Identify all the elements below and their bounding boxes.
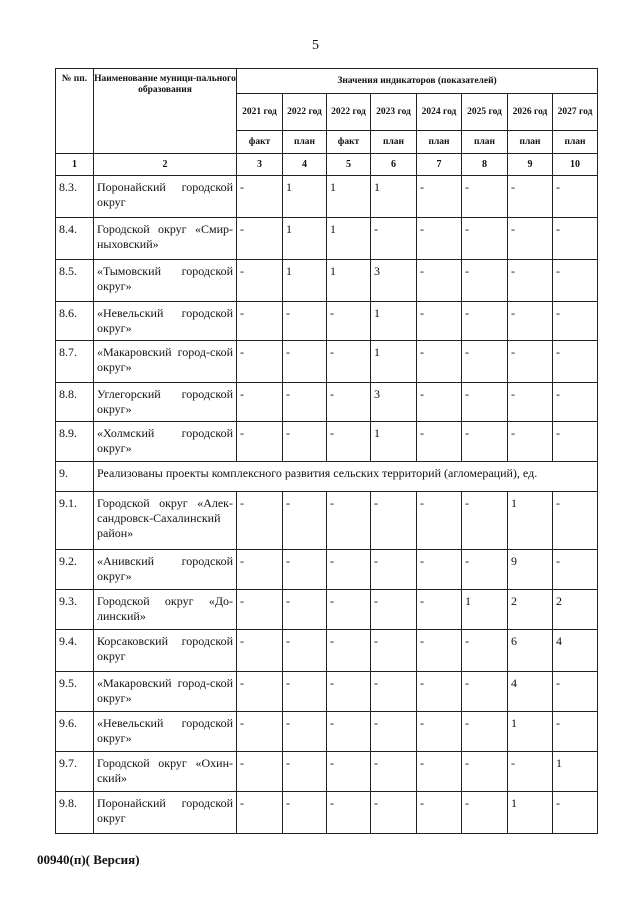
indicator-value: - [462, 176, 508, 218]
indicator-value: - [237, 712, 283, 752]
header-column-number: 5 [327, 154, 371, 176]
header-year-cell: 2022 год [283, 94, 327, 131]
indicator-value: - [237, 672, 283, 712]
indicator-value: - [283, 422, 327, 462]
header-year-cell: 2024 год [417, 94, 462, 131]
indicator-value: 6 [508, 630, 553, 672]
indicator-value: - [237, 550, 283, 590]
row-number: 9.2. [56, 550, 94, 590]
municipality-name: «Макаровский город-ской округ» [94, 341, 237, 383]
municipality-name: Городской округ «Охин-ский» [94, 752, 237, 792]
indicator-value: - [462, 792, 508, 834]
indicator-value: - [508, 341, 553, 383]
table-row [56, 302, 598, 341]
municipality-name: Корсаковский городской округ [94, 630, 237, 672]
indicator-value: - [283, 341, 327, 383]
row-number: 8.5. [56, 260, 94, 302]
indicator-value: - [553, 341, 598, 383]
indicator-value: - [553, 492, 598, 550]
municipality-name: «Холмский городской округ» [94, 422, 237, 462]
header-column-number: 4 [283, 154, 327, 176]
table-row [56, 792, 598, 834]
header-year-cell: 2021 год [237, 94, 283, 131]
indicator-value: 3 [371, 260, 417, 302]
indicator-value: - [327, 492, 371, 550]
row-number: 8.4. [56, 218, 94, 260]
indicator-value: - [283, 752, 327, 792]
table-row [56, 630, 598, 672]
indicator-value: - [237, 302, 283, 341]
table-row [56, 383, 598, 422]
indicator-value: - [327, 792, 371, 834]
indicator-value: - [553, 260, 598, 302]
header-col-name: Наименование муници-пального образования [94, 69, 237, 154]
header-type-cell: план [371, 131, 417, 154]
indicator-value: - [237, 492, 283, 550]
indicator-value: - [553, 176, 598, 218]
municipality-name: «Невельский городской округ» [94, 302, 237, 341]
table-row [56, 422, 598, 462]
indicator-value: 1 [283, 218, 327, 260]
document-footer: 00940(п)( Версия) [37, 852, 140, 867]
indicator-value: - [283, 492, 327, 550]
header-year-cell: 2026 год [508, 94, 553, 131]
indicator-value: - [462, 630, 508, 672]
table-row [56, 712, 598, 752]
indicator-value: - [417, 792, 462, 834]
header-column-number: 3 [237, 154, 283, 176]
header-column-number: 8 [462, 154, 508, 176]
header-type-cell: факт [237, 131, 283, 154]
indicators-table [55, 68, 598, 834]
indicator-value: - [371, 712, 417, 752]
indicator-value: - [237, 792, 283, 834]
indicator-value: - [462, 550, 508, 590]
indicator-value: 1 [371, 302, 417, 341]
indicator-value: - [417, 422, 462, 462]
municipality-name: «Анивский городской округ» [94, 550, 237, 590]
header-year-cell: 2025 год [462, 94, 508, 131]
indicator-value: - [327, 752, 371, 792]
indicator-value: - [553, 792, 598, 834]
indicator-value: - [327, 383, 371, 422]
municipality-name: Поронайский городской округ [94, 176, 237, 218]
indicator-value: 1 [371, 422, 417, 462]
table-row [56, 176, 598, 218]
page-number: 5 [312, 38, 319, 53]
indicator-value: - [462, 260, 508, 302]
header-type-cell: план [553, 131, 598, 154]
indicator-value: - [327, 550, 371, 590]
indicator-value: - [462, 422, 508, 462]
indicator-value: - [327, 630, 371, 672]
indicator-value: - [553, 218, 598, 260]
row-number: 9.5. [56, 672, 94, 712]
header-column-number: 1 [56, 154, 94, 176]
indicator-value: - [283, 792, 327, 834]
header-type-cell: факт [327, 131, 371, 154]
indicator-value: - [283, 383, 327, 422]
indicator-value: - [462, 302, 508, 341]
indicator-value: - [237, 260, 283, 302]
municipality-name: Городской округ «Смир-ныховский» [94, 218, 237, 260]
municipality-name: Городской округ «До-линский» [94, 590, 237, 630]
header-type-cell: план [508, 131, 553, 154]
indicator-value: - [508, 752, 553, 792]
indicator-value: - [237, 218, 283, 260]
header-year-cell: 2027 год [553, 94, 598, 131]
indicator-value: 4 [553, 630, 598, 672]
indicator-value: - [508, 302, 553, 341]
indicator-value: - [417, 672, 462, 712]
indicator-value: - [417, 712, 462, 752]
row-number: 9.3. [56, 590, 94, 630]
indicator-value: 1 [553, 752, 598, 792]
row-number: 9.4. [56, 630, 94, 672]
header-type-cell: план [462, 131, 508, 154]
indicator-value: - [371, 672, 417, 712]
indicator-value: - [462, 218, 508, 260]
municipality-name: Городской округ «Алек-сандровск-Сахалинский район» [94, 492, 237, 550]
municipality-name: «Тымовский городской округ» [94, 260, 237, 302]
row-number: 8.8. [56, 383, 94, 422]
indicator-value: - [417, 341, 462, 383]
indicator-value: - [327, 590, 371, 630]
indicator-value: - [417, 218, 462, 260]
table-row [56, 492, 598, 550]
section-title: Реализованы проекты комплексного развития сельских территорий (агломераций), ед. [94, 462, 598, 492]
indicator-value: - [283, 712, 327, 752]
indicator-value: 1 [283, 260, 327, 302]
row-number: 8.7. [56, 341, 94, 383]
indicator-value: - [283, 672, 327, 712]
table-row [56, 218, 598, 260]
table-row [56, 752, 598, 792]
indicator-value: - [553, 672, 598, 712]
indicator-value: - [237, 383, 283, 422]
indicator-value: - [508, 218, 553, 260]
indicator-value: - [237, 752, 283, 792]
indicator-value: - [417, 630, 462, 672]
header-col-no: № пп. [56, 69, 94, 154]
table-body [56, 69, 598, 834]
indicator-value: - [371, 492, 417, 550]
indicator-value: - [237, 341, 283, 383]
table-row [56, 260, 598, 302]
indicator-value: 1 [327, 218, 371, 260]
indicator-value: - [553, 712, 598, 752]
indicator-value: - [371, 218, 417, 260]
indicator-value: - [553, 550, 598, 590]
indicator-value: - [371, 792, 417, 834]
section-row [56, 462, 598, 492]
indicator-value: 4 [508, 672, 553, 712]
indicator-value: 1 [283, 176, 327, 218]
indicator-value: 1 [508, 712, 553, 752]
indicator-value: - [508, 383, 553, 422]
table-row [56, 590, 598, 630]
indicator-value: - [417, 492, 462, 550]
indicator-value: - [417, 176, 462, 218]
row-number: 8.3. [56, 176, 94, 218]
row-number: 9.7. [56, 752, 94, 792]
indicator-value: - [237, 630, 283, 672]
indicator-value: - [283, 302, 327, 341]
header-year-cell: 2022 год [327, 94, 371, 131]
indicator-value: - [462, 712, 508, 752]
municipality-name: «Невельский городской округ» [94, 712, 237, 752]
header-type-cell: план [283, 131, 327, 154]
indicator-value: - [417, 590, 462, 630]
indicator-value: 1 [327, 260, 371, 302]
indicator-value: - [462, 752, 508, 792]
indicator-value: - [283, 590, 327, 630]
indicator-value: - [417, 260, 462, 302]
indicator-value: - [371, 550, 417, 590]
indicator-value: 2 [553, 590, 598, 630]
indicator-value: 9 [508, 550, 553, 590]
table-row [56, 550, 598, 590]
table-row [56, 672, 598, 712]
indicator-value: 3 [371, 383, 417, 422]
indicator-value: 2 [508, 590, 553, 630]
municipality-name: «Макаровский город-ской округ» [94, 672, 237, 712]
indicator-value: - [371, 752, 417, 792]
indicator-value: - [283, 550, 327, 590]
header-column-number: 10 [553, 154, 598, 176]
row-number: 9.1. [56, 492, 94, 550]
indicator-value: - [327, 422, 371, 462]
indicators-table-wrap [55, 68, 598, 834]
header-type-cell: план [417, 131, 462, 154]
indicator-value: - [417, 383, 462, 422]
header-column-number: 6 [371, 154, 417, 176]
indicator-value: - [327, 302, 371, 341]
indicator-value: 1 [508, 492, 553, 550]
indicator-value: - [237, 176, 283, 218]
row-number: 8.6. [56, 302, 94, 341]
indicator-value: - [327, 712, 371, 752]
indicator-value: - [553, 383, 598, 422]
indicator-value: - [283, 630, 327, 672]
header-colnum-row [56, 154, 598, 176]
indicator-value: - [462, 492, 508, 550]
header-year-cell: 2023 год [371, 94, 417, 131]
header-column-number: 7 [417, 154, 462, 176]
row-number: 9. [56, 462, 94, 492]
indicator-value: 1 [508, 792, 553, 834]
indicator-value: - [371, 630, 417, 672]
header-column-number: 2 [94, 154, 237, 176]
table-row [56, 341, 598, 383]
indicator-value: 1 [371, 341, 417, 383]
indicator-value: - [553, 302, 598, 341]
indicator-value: - [371, 590, 417, 630]
header-col-values: Значения индикаторов (показателей) [237, 69, 598, 94]
indicator-value: 1 [371, 176, 417, 218]
indicator-value: - [508, 260, 553, 302]
row-number: 9.8. [56, 792, 94, 834]
indicator-value: - [462, 672, 508, 712]
municipality-name: Углегорский городской округ» [94, 383, 237, 422]
row-number: 8.9. [56, 422, 94, 462]
indicator-value: - [237, 590, 283, 630]
indicator-value: - [327, 341, 371, 383]
indicator-value: - [462, 383, 508, 422]
indicator-value: - [553, 422, 598, 462]
header-column-number: 9 [508, 154, 553, 176]
indicator-value: 1 [327, 176, 371, 218]
indicator-value: - [417, 550, 462, 590]
indicator-value: - [508, 176, 553, 218]
indicator-value: - [417, 302, 462, 341]
municipality-name: Поронайский городской округ [94, 792, 237, 834]
indicator-value: - [462, 341, 508, 383]
indicator-value: - [237, 422, 283, 462]
indicator-value: - [508, 422, 553, 462]
row-number: 9.6. [56, 712, 94, 752]
indicator-value: 1 [462, 590, 508, 630]
indicator-value: - [327, 672, 371, 712]
indicator-value: - [417, 752, 462, 792]
